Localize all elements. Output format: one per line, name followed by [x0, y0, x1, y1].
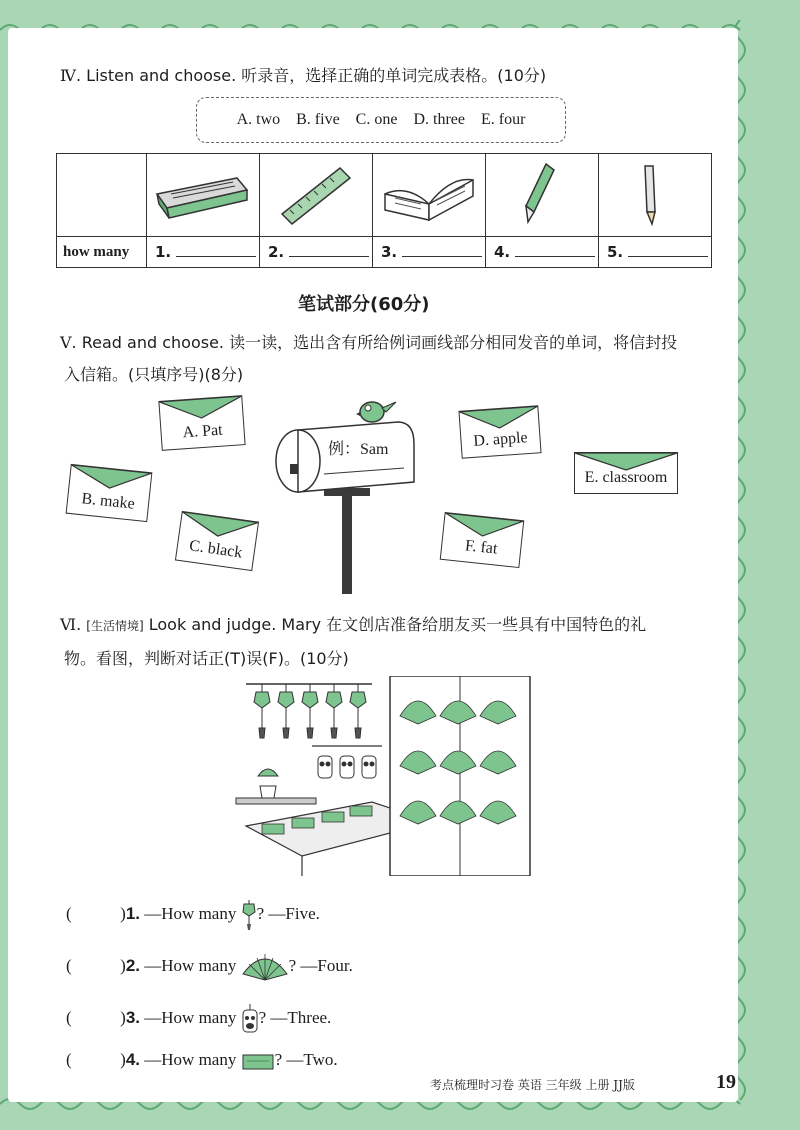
- envelope-e[interactable]: [574, 452, 678, 494]
- envelope-e-label: E. classroom: [584, 469, 668, 486]
- answer-blank-5[interactable]: [628, 244, 708, 257]
- question-prompt-4: —How many: [144, 1050, 237, 1069]
- option-e: E. four: [480, 111, 526, 128]
- question-answer-2: —Four.: [300, 955, 353, 975]
- answer-paren-close-3[interactable]: ): [120, 1007, 126, 1027]
- blank-number-5: 5.: [607, 243, 624, 261]
- option-a: A. two: [236, 111, 281, 128]
- fans-group: [400, 701, 516, 824]
- question-mark-2: ?: [288, 955, 297, 975]
- section6-instruction-line1: Look and judge. Mary 在文创店准备给朋友买一些具有中国特色的礼: [148, 615, 647, 634]
- answer-paren-close-1[interactable]: ): [120, 903, 126, 923]
- pencil-icon: [599, 154, 711, 232]
- section5-numeral: Ⅴ.: [60, 333, 77, 352]
- question-number-2: 2.: [125, 955, 141, 975]
- question-4: [66, 1050, 338, 1071]
- section4-numeral: Ⅳ.: [60, 66, 82, 85]
- ruler-icon: [260, 154, 372, 232]
- section6-header-line1: [60, 612, 646, 635]
- option-b: B. five: [296, 111, 340, 128]
- table-cell-pencil-box: [147, 154, 260, 237]
- question-number-3: 3.: [125, 1007, 141, 1027]
- bird-icon: [356, 402, 396, 422]
- section6-numeral: Ⅵ.: [60, 615, 82, 634]
- written-part-heading: 笔试部分(60分): [298, 294, 430, 315]
- option-d: D. three: [413, 111, 465, 128]
- answer-blank-4[interactable]: [515, 244, 595, 257]
- section6-instruction-line2: 物。看图，判断对话正(T)误(F)。(10分): [64, 649, 349, 668]
- answer-paren-open-3[interactable]: (: [66, 1007, 72, 1027]
- envelope-b-label: B. make: [80, 490, 136, 513]
- answer-blank-2[interactable]: [289, 244, 369, 257]
- table-cell-pencil: [599, 154, 712, 237]
- question-prompt-2: —How many: [144, 955, 237, 975]
- green-pen-icon: [486, 154, 598, 232]
- answer-cell-2: [260, 237, 373, 268]
- section4-instruction: Listen and choose. 听录音，选择正确的单词完成表格。(10分): [86, 66, 547, 85]
- table-row-label: how many: [57, 237, 147, 268]
- fan-icon: [241, 952, 289, 982]
- chinese-knot-icon: [241, 900, 257, 930]
- question-answer-1: —Five.: [268, 903, 320, 923]
- question-2: [66, 952, 353, 982]
- question-answer-3: —Three.: [270, 1007, 332, 1027]
- question-prompt-3: —How many: [144, 1007, 237, 1027]
- gift-shop-scene: [232, 676, 532, 876]
- answer-paren-open-2[interactable]: (: [66, 955, 72, 975]
- bookmark-icon: [241, 1051, 275, 1071]
- mailbox-example: 例：Sam: [328, 441, 389, 458]
- answer-cell-5: [599, 237, 712, 268]
- question-number-4: 4.: [125, 1050, 141, 1069]
- question-mark-1: ?: [256, 903, 265, 923]
- section4-header: [60, 63, 546, 86]
- table-cell-book: [373, 154, 486, 237]
- question-mark-4: ?: [274, 1050, 283, 1069]
- question-1: [66, 900, 320, 930]
- panda-keychain-icon: [241, 1004, 259, 1034]
- envelope-a-label: A. Pat: [182, 421, 224, 442]
- section5-header-line1: [60, 330, 677, 353]
- blank-number-2: 2.: [268, 243, 285, 261]
- section5-instruction-line1: Read and choose. 读一读，选出含有所给例词画线部分相同发音的单词，将信封投: [81, 333, 678, 352]
- envelope-c[interactable]: [175, 511, 259, 571]
- answer-paren-close-4[interactable]: ): [120, 1050, 126, 1069]
- envelope-b[interactable]: [66, 464, 153, 522]
- question-prompt-1: —How many: [144, 903, 237, 923]
- options-box: [196, 97, 566, 143]
- blank-number-4: 4.: [494, 243, 511, 261]
- how-many-table: [56, 153, 712, 268]
- pencil-box-icon: [147, 154, 259, 232]
- panda-keychains-group: [318, 756, 376, 778]
- blank-number-1: 1.: [155, 243, 172, 261]
- answer-paren-open-4[interactable]: (: [66, 1050, 72, 1069]
- chinese-knots-group: [254, 684, 366, 738]
- book-icon: [373, 154, 485, 232]
- answer-cell-3: [373, 237, 486, 268]
- section5-instruction-line2: 入信箱。(只填序号)(8分): [64, 365, 244, 384]
- blank-number-3: 3.: [381, 243, 398, 261]
- envelope-d-label: D. apple: [472, 429, 529, 450]
- table-empty-cell: [57, 154, 147, 237]
- envelope-f-label: F. fat: [464, 537, 499, 558]
- envelope-a[interactable]: [158, 395, 245, 451]
- question-answer-4: —Two.: [286, 1050, 338, 1069]
- page-number: 19: [716, 1071, 736, 1093]
- question-3: [66, 1004, 331, 1034]
- answer-cell-4: [486, 237, 599, 268]
- table-cell-ruler: [260, 154, 373, 237]
- envelope-d[interactable]: [458, 405, 541, 458]
- section6-tag: [生活情境]: [86, 619, 144, 633]
- question-number-1: 1.: [125, 903, 141, 923]
- envelope-f[interactable]: [440, 512, 525, 568]
- question-mark-3: ?: [258, 1007, 267, 1027]
- answer-paren-open-1[interactable]: (: [66, 903, 72, 923]
- envelope-c-label: C. black: [188, 537, 244, 562]
- answer-blank-1[interactable]: [176, 244, 256, 257]
- table-cell-pen: [486, 154, 599, 237]
- answer-cell-1: [147, 237, 260, 268]
- footer-text: 考点梳理时习卷 英语 三年级 上册 JJ版: [430, 1078, 635, 1092]
- option-c: C. one: [355, 111, 398, 128]
- mailbox-illustration: [268, 400, 424, 600]
- answer-paren-close-2[interactable]: ): [120, 955, 126, 975]
- answer-blank-3[interactable]: [402, 244, 482, 257]
